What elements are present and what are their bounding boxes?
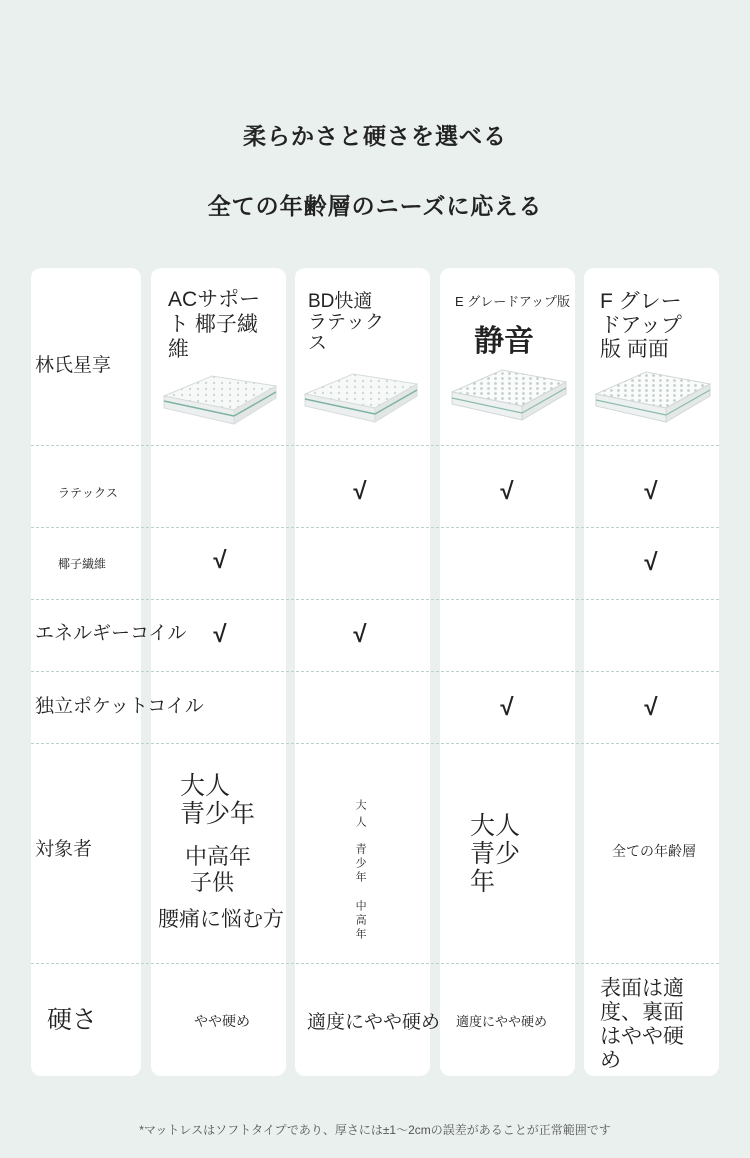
row-label-latex: ラテックス	[58, 486, 118, 500]
mattress-image	[594, 368, 712, 430]
footnote: *マットレスはソフトタイプであり、厚さには±1〜2cmの誤差があることが正常範囲です	[139, 1123, 611, 1137]
check-mark: √	[644, 694, 658, 721]
check-mark: √	[353, 478, 367, 505]
row-divider	[31, 527, 719, 528]
check-mark: √	[213, 547, 227, 574]
check-mark: √	[500, 694, 514, 721]
row-label-hardness: 硬さ	[47, 1006, 98, 1034]
headline-2: 全ての年齢層のニーズに応える	[207, 193, 543, 219]
check-mark: √	[500, 478, 514, 505]
target-f: 全ての年齢層	[612, 843, 696, 859]
row-divider	[31, 963, 719, 964]
row-label-energy-coil: エネルギーコイル	[35, 623, 187, 644]
row-divider	[31, 743, 719, 744]
row-divider	[31, 599, 719, 600]
hardness-bd: 適度にやや硬め	[307, 1012, 441, 1033]
label-column	[31, 268, 141, 1076]
brand-label: 林氏星享	[35, 355, 112, 376]
row-label-coconut: 椰子繊維	[58, 557, 107, 571]
headline-1: 柔らかさと硬さを選べる	[243, 123, 507, 149]
row-label-pocket-coil: 独立ポケットコイル	[35, 696, 204, 717]
check-mark: √	[353, 621, 367, 648]
mattress-image	[450, 366, 568, 428]
mattress-image	[303, 366, 419, 430]
hardness-e: 適度にやや硬め	[456, 1014, 548, 1029]
check-mark: √	[213, 621, 227, 648]
check-mark: √	[644, 549, 658, 576]
hardness-ac: やや硬め	[194, 1013, 250, 1029]
row-label-target: 対象者	[35, 839, 93, 860]
check-mark: √	[644, 478, 658, 505]
mattress-image	[162, 368, 278, 432]
row-divider	[31, 445, 719, 446]
row-divider	[31, 671, 719, 672]
